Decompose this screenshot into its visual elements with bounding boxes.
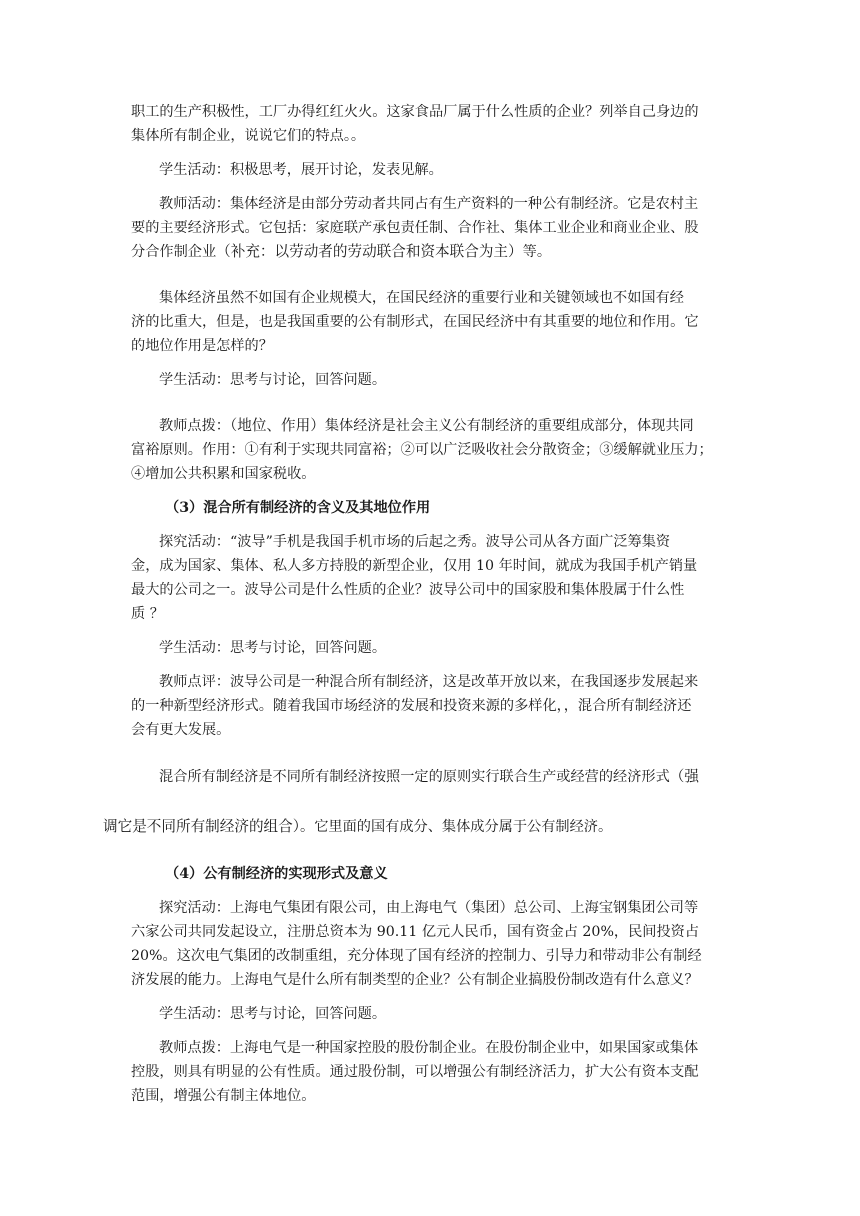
text-line: 质 ？ xyxy=(131,606,164,622)
emphasis-note: 调它是不同所有制经济的组合） xyxy=(103,818,301,835)
text-line: 济发展的能力。上海电气是什么所有制类型的企业？公有制企业搞股份制改造有什么意义？ xyxy=(131,972,699,988)
text-line: 最大的公司之一。波导公司是什么性质的企业？波导公司中的国家股和集体股属于什么性 xyxy=(131,582,685,598)
text-line: 的地位作用是怎样的？ xyxy=(131,338,273,354)
paragraph-teacher-tip xyxy=(131,1036,731,1108)
document-body xyxy=(103,100,731,1108)
paragraph-student-activity xyxy=(131,1002,731,1026)
text-line: 混合所有制经济是不同所有制经济按照一定的原则实行联合生产或经营的经济形式 xyxy=(159,769,670,785)
text-line: 20%。这次电气集团的改制重组，充分体现了国有经济的控制力、引导力和带动非公有制经 xyxy=(131,948,702,964)
section-heading-3: （3）混合所有制经济的含义及其地位作用 xyxy=(165,500,431,516)
text-line: 。它里面的国有成分、集体成分属于公有制经济。 xyxy=(300,819,613,835)
text-line: 的一种新型经济形式。随着我国市场经济的发展和投资来源的多样化，，混合所有制经济还 xyxy=(131,698,692,714)
emphasis-note: （强 xyxy=(669,768,699,785)
text-line: 集体所有制企业，说说它们的特点。。 xyxy=(131,128,366,144)
text-line: 探究活动：“波导”手机是我国手机市场的后起之秀。波导公司从各方面广泛筹集资 xyxy=(159,534,671,550)
paragraph-student-activity xyxy=(131,636,731,660)
text-line: 教师点拨： xyxy=(159,418,230,434)
paragraph-mixed-ownership xyxy=(103,752,731,852)
paragraph-shanghai-electric-case xyxy=(131,896,731,992)
paragraph-teacher-tip xyxy=(131,414,731,486)
text-line: 控股，则具有明显的公有性质。通过股份制，可以增强公有制经济活力，扩大公有资本支配 xyxy=(131,1064,699,1080)
paragraph-student-activity xyxy=(131,158,731,182)
emphasis-note: （地位、作用） xyxy=(229,417,325,434)
text-line: 分合作制企业 xyxy=(131,244,217,260)
text-line: 职工的生产积极性，工厂办得红红火火。这家食品厂属于什么性质的企业？列举自己身边的 xyxy=(131,104,699,120)
text-line: 学生活动：思考与讨论，回答问题。 xyxy=(159,372,387,388)
text-line: ④增加公共积累和国家税收。 xyxy=(131,466,316,482)
text-line: 等。 xyxy=(522,244,552,260)
paragraph-bird-case xyxy=(131,530,731,626)
paragraph-collective-economy xyxy=(131,286,731,358)
paragraph-teacher-activity xyxy=(131,192,731,264)
text-line: 学生活动：积极思考，展开讨论，发表见解。 xyxy=(159,162,443,178)
text-line: 富裕原则。作用：①有利于实现共同富裕；②可以广泛吸收社会分散资金；③缓解就业压力； xyxy=(131,442,713,458)
text-line: 教师点评：波导公司是一种混合所有制经济，这是改革开放以来，在我国逐步发展起来 xyxy=(159,674,699,690)
text-line: 会有更大发展。 xyxy=(131,722,231,738)
text-line: 教师点拨：上海电气是一种国家控股的股份制企业。在股份制企业中，如果国家或集体 xyxy=(159,1040,699,1056)
text-line: 范围，增强公有制主体地位。 xyxy=(131,1088,316,1104)
text-line: 六家公司共同发起设立，注册总资本为 90.11 亿元人民币，国有资金占 20%，民间投资占 xyxy=(131,924,700,940)
text-line: 要的主要经济形式。它包括：家庭联产承包责任制、合作社、集体工业企业和商业企业、股 xyxy=(131,220,699,236)
text-line: 探究活动：上海电气集团有限公司，由上海电气（集团）总公司、上海宝钢集团公司等 xyxy=(159,900,699,916)
text-line: 集体经济虽然不如国有企业规模大，在国民经济的重要行业和关键领域也不如国有经 xyxy=(159,290,684,306)
paragraph-teacher-comment xyxy=(131,670,731,742)
text-line: 金，成为国家、集体、私人多方持股的新型企业，仅用 10 年时间，就成为我国手机产销量 xyxy=(131,558,698,574)
paragraph-food-factory xyxy=(131,100,731,148)
text-line: 济的比重大，但是，也是我国重要的公有制形式，在国民经济中有其重要的地位和作用。它 xyxy=(131,314,699,330)
supplement-note: （补充：以劳动者的劳动联合和资本联合为主） xyxy=(216,243,523,260)
text-line: 学生活动：思考与讨论，回答问题。 xyxy=(159,1006,387,1022)
paragraph-student-activity xyxy=(131,368,731,392)
section-heading-4: （4）公有制经济的实现形式及意义 xyxy=(165,866,388,882)
text-line: 学生活动：思考与讨论，回答问题。 xyxy=(159,640,387,656)
text-line: 教师活动：集体经济是由部分劳动者共同占有生产资料的一种公有制经济。它是农村主 xyxy=(159,196,699,212)
text-line: 集体经济是社会主义公有制经济的重要组成部分，体现共同 xyxy=(324,418,694,434)
